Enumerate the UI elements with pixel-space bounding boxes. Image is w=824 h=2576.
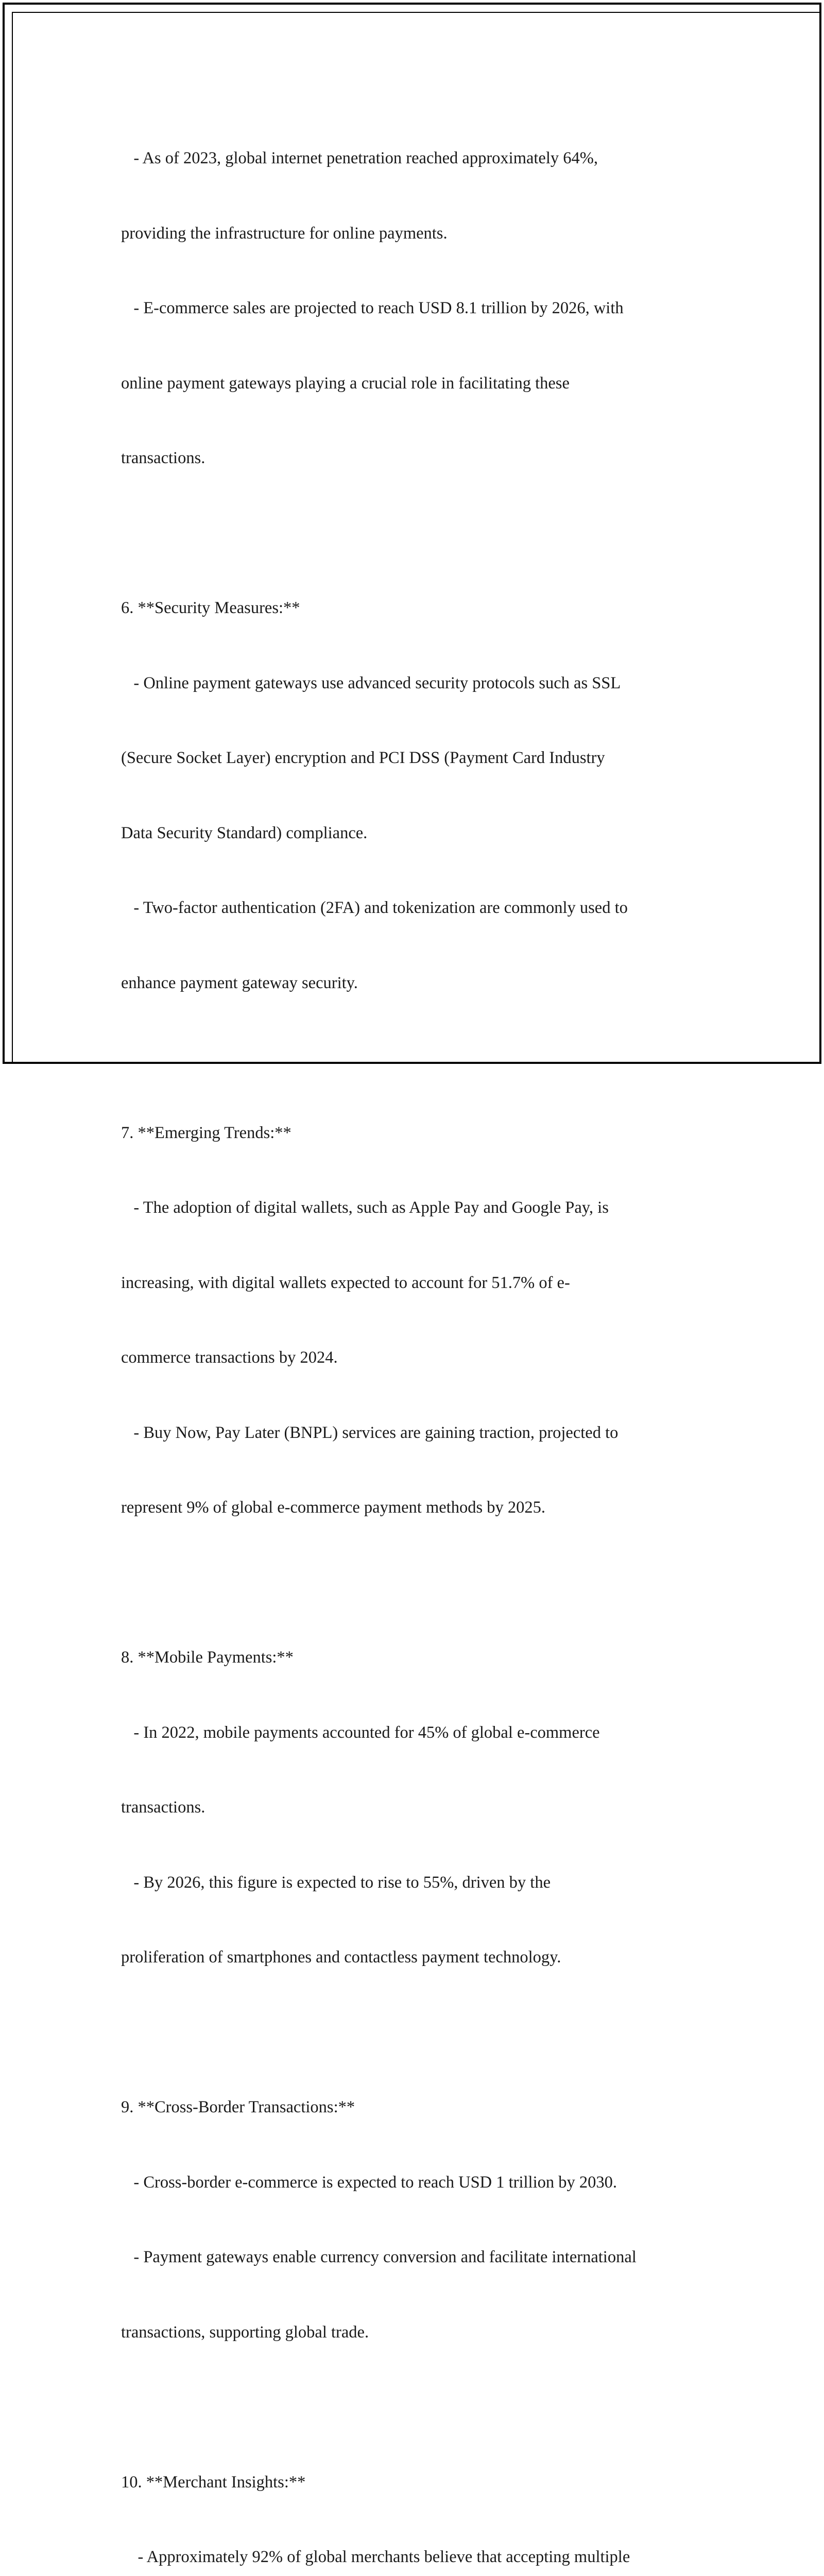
text-line: commerce transactions by 2024. (121, 1348, 338, 1367)
text-line: - In 2022, mobile payments accounted for 45% of global e-commerce (121, 1723, 600, 1742)
text-line: represent 9% of global e-commerce payment methods by 2025. (121, 1498, 545, 1517)
section-heading: 8. **Mobile Payments:** (121, 1648, 294, 1667)
text-line: - Approximately 92% of global merchants believe that accepting multiple (121, 2548, 630, 2566)
text-line: increasing, with digital wallets expected to account for 51.7% of e- (121, 1273, 570, 1292)
text-line: online payment gateways playing a crucial role in facilitating these (121, 374, 570, 393)
text-line: - The adoption of digital wallets, such as Apple Pay and Google Pay, is (121, 1198, 609, 1217)
text-line: Data Security Standard) compliance. (121, 823, 368, 842)
text-line: transactions. (121, 449, 205, 467)
section-heading: 6. **Security Measures:** (121, 599, 300, 617)
text-line: providing the infrastructure for online payments. (121, 224, 448, 243)
text-line: - Buy Now, Pay Later (BNPL) services are gaining traction, projected to (121, 1423, 619, 1442)
text-line: - Cross-border e-commerce is expected to reach USD 1 trillion by 2030. (121, 2173, 617, 2192)
text-line: - Payment gateways enable currency conversion and facilitate international (121, 2248, 637, 2266)
text-line: (Secure Socket Layer) encryption and PCI DSS (Payment Card Industry (121, 749, 605, 767)
text-line: transactions. (121, 1798, 205, 1817)
document-body (121, 96, 729, 2576)
blank-line (121, 2395, 729, 2420)
text-line: enhance payment gateway security. (121, 973, 358, 992)
section-heading: 9. **Cross-Border Transactions:** (121, 2098, 355, 2116)
blank-line (121, 521, 729, 546)
section-heading: 10. **Merchant Insights:** (121, 2472, 306, 2492)
blank-line (121, 2020, 729, 2045)
text-line: - As of 2023, global internet penetration reached approximately 64%, (121, 149, 598, 167)
text-line: transactions, supporting global trade. (121, 2323, 369, 2342)
text-line: - Two-factor authentication (2FA) and tokenization are commonly used to (121, 899, 628, 917)
text-line: - Online payment gateways use advanced security protocols such as SSL (121, 673, 621, 692)
blank-line (121, 1570, 729, 1596)
section-heading: 7. **Emerging Trends:** (121, 1123, 291, 1142)
text-line: proliferation of smartphones and contactless payment technology. (121, 1948, 561, 1967)
blank-line (121, 1045, 729, 1071)
text-line: - By 2026, this figure is expected to rise to 55%, driven by the (121, 1873, 551, 1892)
text-line: - E-commerce sales are projected to reach USD 8.1 trillion by 2026, with (121, 299, 624, 317)
